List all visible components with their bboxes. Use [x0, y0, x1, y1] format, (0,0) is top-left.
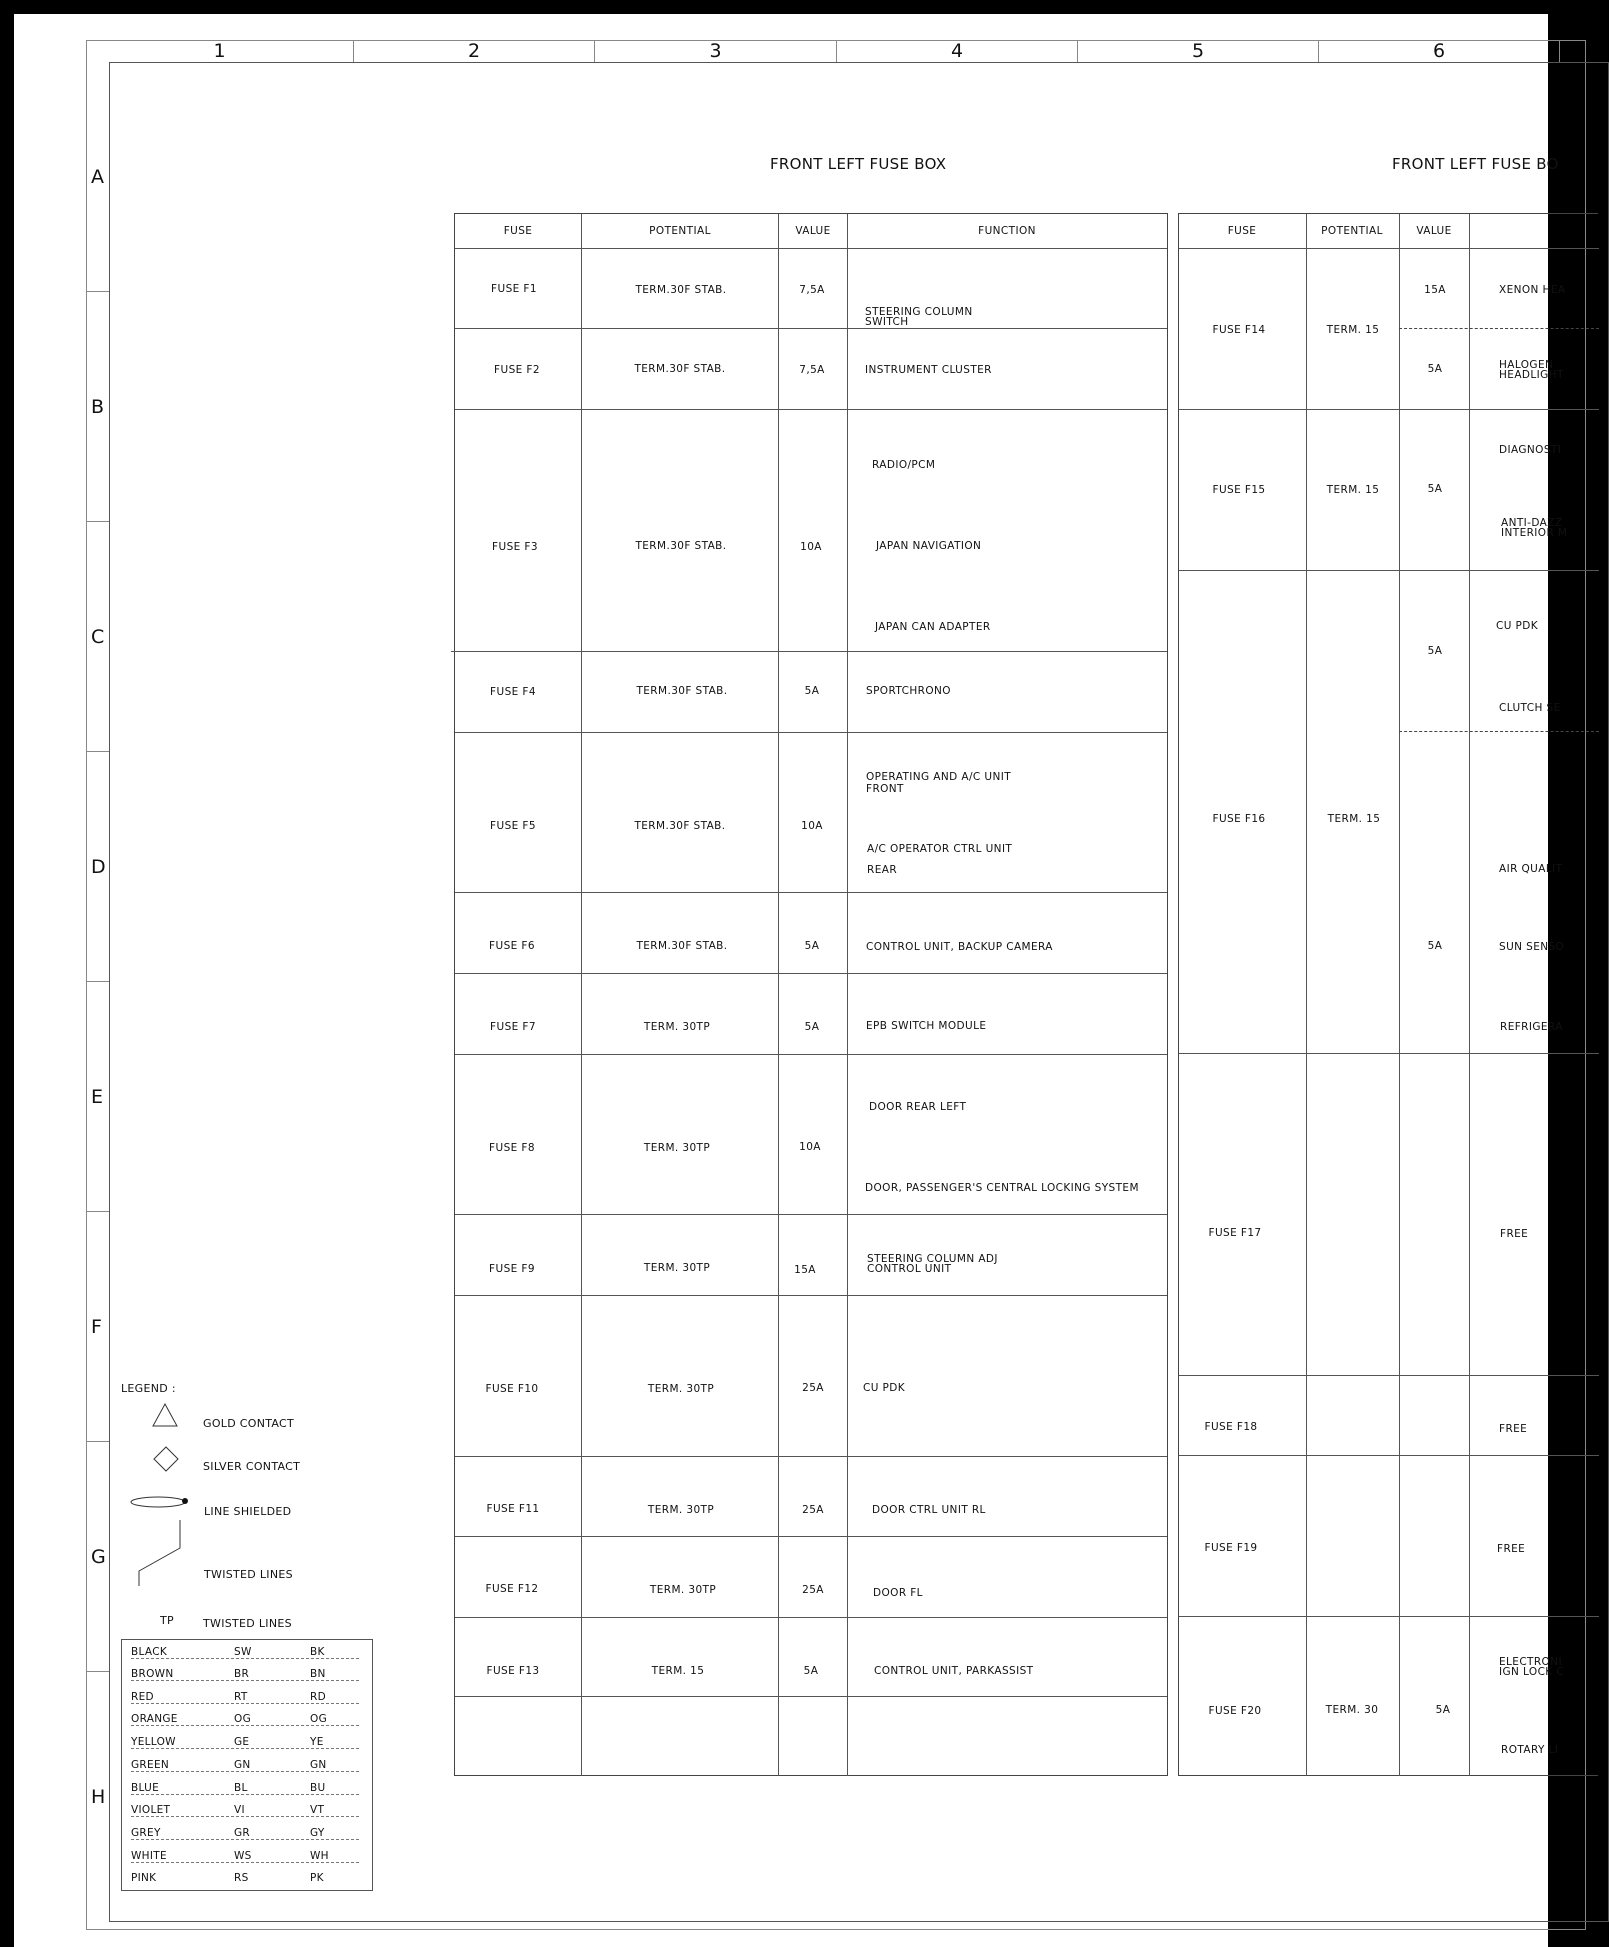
- fuse-f16-value: 5A: [1427, 940, 1443, 952]
- fuse-f20-function: ROTARY LI: [1501, 1744, 1559, 1756]
- fuse-f3-function: JAPAN NAVIGATION: [876, 540, 982, 552]
- fuse-f15-value: 5A: [1427, 483, 1443, 495]
- row-marker-f: F: [86, 1212, 109, 1442]
- fuse-f2-label: FUSE F2: [494, 364, 540, 376]
- fuse-f3-function: RADIO/PCM: [872, 459, 936, 471]
- fuse-f2-potential: TERM.30F STAB.: [634, 363, 726, 375]
- fuse-f15-potential: TERM. 15: [1326, 484, 1380, 496]
- fuse-f20-label: FUSE F20: [1208, 1705, 1262, 1717]
- twisted-lines-icon: [129, 1518, 189, 1588]
- fuse-f20-potential: TERM. 30: [1325, 1704, 1379, 1716]
- left-header-function: FUNCTION: [978, 225, 1036, 237]
- fuse-f3-potential: TERM.30F STAB.: [635, 540, 727, 552]
- fuse-f8-value: 10A: [799, 1141, 821, 1153]
- fuse-f11-potential: TERM. 30TP: [647, 1504, 715, 1516]
- fuse-f13-function: CONTROL UNIT, PARKASSIST: [874, 1665, 1034, 1677]
- fuse-f5-value: 10A: [801, 820, 823, 832]
- row-marker-d: D: [86, 752, 109, 982]
- row-marker-b: B: [86, 292, 109, 522]
- legend-twisted-lines-tp: TWISTED LINES: [203, 1617, 292, 1630]
- fuse-f19-label: FUSE F19: [1204, 1542, 1258, 1554]
- fuse-f16-function: CU PDK: [1496, 620, 1539, 632]
- color-row: WHITE WS WH: [122, 1844, 372, 1866]
- fuse-f9-function: CONTROL UNIT: [867, 1263, 952, 1275]
- fuse-f7-potential: TERM. 30TP: [643, 1021, 711, 1033]
- fuse-f9-potential: TERM. 30TP: [643, 1262, 711, 1274]
- fuse-f3-value: 10A: [800, 541, 822, 553]
- fuse-f9-value: 15A: [794, 1264, 816, 1276]
- shielded-line-icon: [130, 1494, 192, 1510]
- fuse-f8-function: DOOR REAR LEFT: [869, 1101, 967, 1113]
- fuse-f14-label: FUSE F14: [1212, 324, 1266, 336]
- column-marker-5: 5: [1078, 40, 1319, 62]
- fuse-f5-potential: TERM.30F STAB.: [634, 820, 726, 832]
- fuse-f16-function: AIR QUALIT: [1499, 863, 1563, 875]
- fuse-f16-potential: TERM. 15: [1327, 813, 1381, 825]
- column-marker-6: 6: [1319, 40, 1560, 62]
- fuse-f10-function: CU PDK: [863, 1382, 906, 1394]
- fuse-f17-label: FUSE F17: [1208, 1227, 1262, 1239]
- gold-contact-icon: [150, 1402, 180, 1430]
- right-header-potential: POTENTIAL: [1321, 225, 1383, 237]
- fuse-f5-function: OPERATING AND A/C UNIT: [866, 771, 1012, 783]
- fuse-f9-function: STEERING COLUMN ADJ: [867, 1253, 998, 1265]
- fuse-f14-value: 5A: [1427, 363, 1443, 375]
- fuse-f12-function: DOOR FL: [873, 1587, 923, 1599]
- legend-twisted-lines: TWISTED LINES: [204, 1568, 293, 1581]
- color-row: BLUE BL BU: [122, 1776, 372, 1798]
- fuse-f11-function: DOOR CTRL UNIT RL: [872, 1504, 986, 1516]
- legend-silver-contact: SILVER CONTACT: [203, 1460, 301, 1473]
- fuse-f9-label: FUSE F9: [489, 1263, 535, 1275]
- color-row: RED RT RD: [122, 1685, 372, 1707]
- color-row: GREEN GN GN: [122, 1753, 372, 1775]
- fuse-f8-potential: TERM. 30TP: [643, 1142, 711, 1154]
- fuse-f15-function: DIAGNOSTI: [1499, 444, 1562, 456]
- fuse-f16-function: REFRIGERA: [1500, 1021, 1563, 1033]
- legend-title: LEGEND :: [121, 1382, 176, 1395]
- fuse-f7-function: EPB SWITCH MODULE: [866, 1020, 987, 1032]
- fuse-f15-function: INTERIOR M: [1501, 527, 1568, 539]
- fuse-f16-value: 5A: [1427, 645, 1443, 657]
- color-row: VIOLET VI VT: [122, 1798, 372, 1820]
- fuse-f11-value: 25A: [802, 1504, 824, 1516]
- fuse-f4-value: 5A: [804, 685, 820, 697]
- fuse-f10-value: 25A: [802, 1382, 824, 1394]
- fuse-f6-label: FUSE F6: [489, 940, 535, 952]
- fuse-f14-potential: TERM. 15: [1326, 324, 1380, 336]
- row-marker-h: H: [91, 1786, 106, 1808]
- fuse-f14-function: HALOGEN: [1499, 359, 1554, 371]
- fuse-f13-potential: TERM. 15: [651, 1665, 705, 1677]
- fuse-f1-function: STEERING COLUMN: [865, 306, 973, 318]
- fuse-f1-function: SWITCH: [865, 316, 909, 328]
- fuse-f8-function: DOOR, PASSENGER'S CENTRAL LOCKING SYSTEM: [865, 1182, 1139, 1194]
- fuse-f18-label: FUSE F18: [1204, 1421, 1258, 1433]
- column-marker-2: 2: [354, 40, 595, 62]
- row-marker-c: C: [86, 522, 109, 752]
- fuse-f1-potential: TERM.30F STAB.: [635, 284, 727, 296]
- fuse-f14-function: HEADLIGHT: [1499, 369, 1564, 381]
- left-table-title: FRONT LEFT FUSE BOX: [770, 155, 947, 173]
- column-marker-1: 1: [86, 40, 354, 62]
- color-row: ORANGE OG OG: [122, 1707, 372, 1729]
- fuse-f18-function: FREE: [1499, 1423, 1528, 1435]
- fuse-f20-value: 5A: [1435, 1704, 1451, 1716]
- left-header-value: VALUE: [795, 225, 831, 237]
- fuse-f4-potential: TERM.30F STAB.: [636, 685, 728, 697]
- fuse-f7-value: 5A: [804, 1021, 820, 1033]
- column-marker-3: 3: [595, 40, 837, 62]
- color-row: PINK RS PK: [131, 1872, 324, 1884]
- right-table-title: FRONT LEFT FUSE BO: [1392, 155, 1559, 173]
- fuse-f7-label: FUSE F7: [490, 1021, 536, 1033]
- fuse-f6-value: 5A: [804, 940, 820, 952]
- fuse-f4-label: FUSE F4: [490, 686, 536, 698]
- fuse-f11-label: FUSE F11: [486, 1503, 540, 1515]
- right-header-fuse: FUSE: [1227, 225, 1257, 237]
- row-marker-e: E: [86, 982, 109, 1212]
- legend-line-shielded: LINE SHIELDED: [204, 1505, 292, 1518]
- fuse-f10-potential: TERM. 30TP: [647, 1383, 715, 1395]
- twisted-pair-label: TP: [160, 1614, 174, 1627]
- legend-gold-contact: GOLD CONTACT: [203, 1417, 295, 1430]
- left-fuse-table: [454, 213, 1168, 1776]
- color-row: GREY GR GY: [122, 1821, 372, 1843]
- row-marker-a: A: [86, 62, 109, 292]
- fuse-f15-function: ANTI-DAZZ: [1501, 517, 1563, 529]
- fuse-f5-function: FRONT: [866, 783, 904, 795]
- color-row: BLACK SW BK: [122, 1640, 372, 1662]
- column-marker-4: 4: [837, 40, 1078, 62]
- silver-contact-icon: [152, 1445, 180, 1473]
- fuse-f17-function: FREE: [1500, 1228, 1529, 1240]
- drawing-sheet: [14, 14, 1568, 1947]
- fuse-f1-label: FUSE F1: [491, 283, 537, 295]
- color-row: YELLOW GE YE: [122, 1730, 372, 1752]
- fuse-f13-label: FUSE F13: [486, 1665, 540, 1677]
- left-header-potential: POTENTIAL: [649, 225, 711, 237]
- fuse-f6-function: CONTROL UNIT, BACKUP CAMERA: [866, 941, 1053, 953]
- fuse-f3-label: FUSE F3: [492, 541, 538, 553]
- fuse-f4-function: SPORTCHRONO: [866, 685, 951, 697]
- left-header-fuse: FUSE: [503, 225, 533, 237]
- fuse-f14-value: 15A: [1424, 284, 1446, 296]
- right-fuse-table: [1178, 213, 1598, 1776]
- fuse-f13-value: 5A: [803, 1665, 819, 1677]
- fuse-f8-label: FUSE F8: [489, 1142, 535, 1154]
- fuse-f6-potential: TERM.30F STAB.: [636, 940, 728, 952]
- color-row: BROWN BR BN: [122, 1662, 372, 1684]
- fuse-f10-label: FUSE F10: [485, 1383, 539, 1395]
- fuse-f16-label: FUSE F16: [1212, 813, 1266, 825]
- fuse-f2-value: 7,5A: [799, 364, 825, 376]
- fuse-f12-potential: TERM. 30TP: [649, 1584, 717, 1596]
- fuse-f16-function: CLUTCH SE: [1499, 702, 1561, 714]
- fuse-f19-function: FREE: [1497, 1543, 1526, 1555]
- fuse-f5-label: FUSE F5: [490, 820, 536, 832]
- fuse-f2-function: INSTRUMENT CLUSTER: [865, 364, 992, 376]
- fuse-f3-function: JAPAN CAN ADAPTER: [875, 621, 991, 633]
- fuse-f20-function: IGN LOCK C: [1499, 1666, 1565, 1678]
- fuse-f12-label: FUSE F12: [485, 1583, 539, 1595]
- fuse-f15-label: FUSE F15: [1212, 484, 1266, 496]
- fuse-f5-function: A/C OPERATOR CTRL UNIT: [867, 843, 1013, 855]
- right-header-value: VALUE: [1416, 225, 1452, 237]
- wire-color-table: [121, 1639, 373, 1891]
- fuse-f5-function: REAR: [867, 864, 898, 876]
- fuse-f20-function: ELECTRONI: [1499, 1656, 1562, 1668]
- fuse-f14-function: XENON HEA: [1499, 284, 1566, 296]
- fuse-f1-value: 7,5A: [799, 284, 825, 296]
- row-marker-g: G: [86, 1442, 109, 1672]
- fuse-f12-value: 25A: [802, 1584, 824, 1596]
- fuse-f16-function: SUN SENSO: [1499, 941, 1565, 953]
